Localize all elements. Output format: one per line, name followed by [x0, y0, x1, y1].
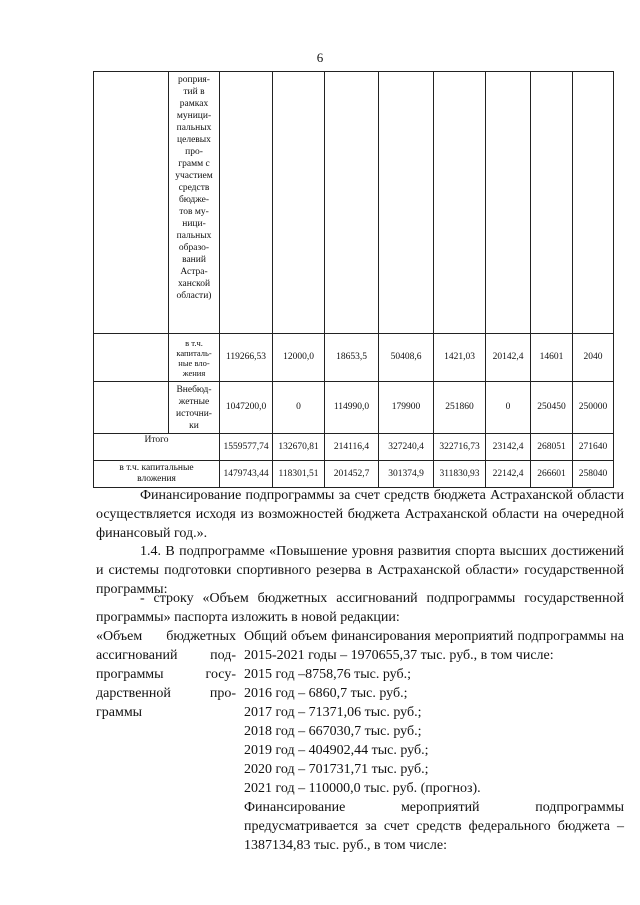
table-cell: 214116,4 [325, 434, 379, 461]
row-label-total: Итого [94, 434, 220, 461]
table-cell: 12000,0 [273, 334, 325, 382]
year-line: 2018 год – 667030,7 тыс. руб.; [244, 724, 422, 739]
table-cell-empty [94, 382, 169, 434]
table-cell: 1479743,44 [220, 461, 273, 488]
table-row-continuation [94, 72, 614, 334]
table-row-capital [94, 334, 614, 382]
table-cell: 301374,9 [379, 461, 434, 488]
year-line: 2020 год – 701731,71 тыс. руб.; [244, 762, 429, 777]
row-label-continuation: роприя- тий в рамках муници- пальных целевых про- грамм с участием средств бюдже- тов му- ници- пальных образо- ваний Астра- ханской области) [169, 72, 220, 334]
year-line: 2015 год –8758,76 тыс. руб.; [244, 667, 411, 682]
budget-table [93, 71, 613, 488]
passport-row-label: «Объем бюджетных ассигнований под- программы госу- дарственной про- граммы [96, 629, 236, 720]
table-cell: 0 [273, 382, 325, 434]
table-cell: 119266,53 [220, 334, 273, 382]
year-line: 2019 год – 404902,44 тыс. руб.; [244, 743, 429, 758]
table-cell: 322716,73 [434, 434, 486, 461]
table-cell: 250450 [531, 382, 573, 434]
table-cell: 250000 [573, 382, 614, 434]
table-cell: 132670,81 [273, 434, 325, 461]
table-cell: 114990,0 [325, 382, 379, 434]
table-cell: 1559577,74 [220, 434, 273, 461]
paragraph-replace-row: - строку «Объем бюджетных ассигнований подпрограммы государственной программы» паспорта изложить в новой редакции: [96, 591, 624, 625]
table-cell: 22142,4 [486, 461, 531, 488]
table-cell: 18653,5 [325, 334, 379, 382]
year-line: 2016 год – 6860,7 тыс. руб.; [244, 686, 408, 701]
year-line: 2021 год – 110000,0 тыс. руб. (прогноз). [244, 781, 481, 796]
table-cell-empty [220, 72, 273, 334]
table-cell-empty [486, 72, 531, 334]
table-cell: 50408,6 [379, 334, 434, 382]
passport-intro: Общий объем финансирования мероприятий подпрограммы на 2015-2021 годы – 1970655,37 тыс. руб., в том числе: [244, 629, 624, 663]
table-cell-empty [94, 334, 169, 382]
table-cell: 251860 [434, 382, 486, 434]
table-cell: 1421,03 [434, 334, 486, 382]
row-label-capital: в т.ч. капиталь- ные вло- жения [169, 334, 220, 382]
year-line: 2017 год – 71371,06 тыс. руб.; [244, 705, 422, 720]
paragraph-financing-note: Финансирование подпрограммы за счет средств бюджета Астраханской области осуществляется исходя из возможностей бюджета Астраханской области на очередной финансовый год.». [96, 488, 624, 541]
table-cell: 14601 [531, 334, 573, 382]
table-cell: 23142,4 [486, 434, 531, 461]
table-cell-empty [434, 72, 486, 334]
table-cell-empty [325, 72, 379, 334]
passport-row-content [244, 627, 624, 855]
table-cell: 118301,51 [273, 461, 325, 488]
row-label-total-capital: в т.ч. капитальные вложения [94, 461, 220, 488]
passport-federal: Финансирование мероприятий подпрограммы предусматривается за счет средств федерального бюджета – 1387134,83 тыс. руб., в том числе: [244, 800, 624, 853]
page-number: 6 [316, 50, 324, 65]
table-cell-empty [94, 72, 169, 334]
table-cell-empty [573, 72, 614, 334]
table-cell: 201452,7 [325, 461, 379, 488]
table-cell: 0 [486, 382, 531, 434]
table-cell: 20142,4 [486, 334, 531, 382]
table-cell: 311830,93 [434, 461, 486, 488]
row-label-extrabudget: Внебюд- жетные источни- ки [169, 382, 220, 434]
table-cell: 258040 [573, 461, 614, 488]
table-cell-empty [273, 72, 325, 334]
table-row-extrabudget [94, 382, 614, 434]
table-cell: 2040 [573, 334, 614, 382]
table-cell: 268051 [531, 434, 573, 461]
table-cell: 266601 [531, 461, 573, 488]
table-cell-empty [531, 72, 573, 334]
table-row-total-capital [94, 461, 614, 488]
table-cell-empty [379, 72, 434, 334]
table-row-total [94, 434, 614, 461]
table-cell: 271640 [573, 434, 614, 461]
table-cell: 327240,4 [379, 434, 434, 461]
table-cell: 179900 [379, 382, 434, 434]
paragraph-section-1-4: 1.4. В подпрограмме «Повышение уровня развития спорта высших достижений и системы подготовки спортивного резерва в Астраханской области» государственной программы: [96, 544, 624, 597]
table-cell: 1047200,0 [220, 382, 273, 434]
